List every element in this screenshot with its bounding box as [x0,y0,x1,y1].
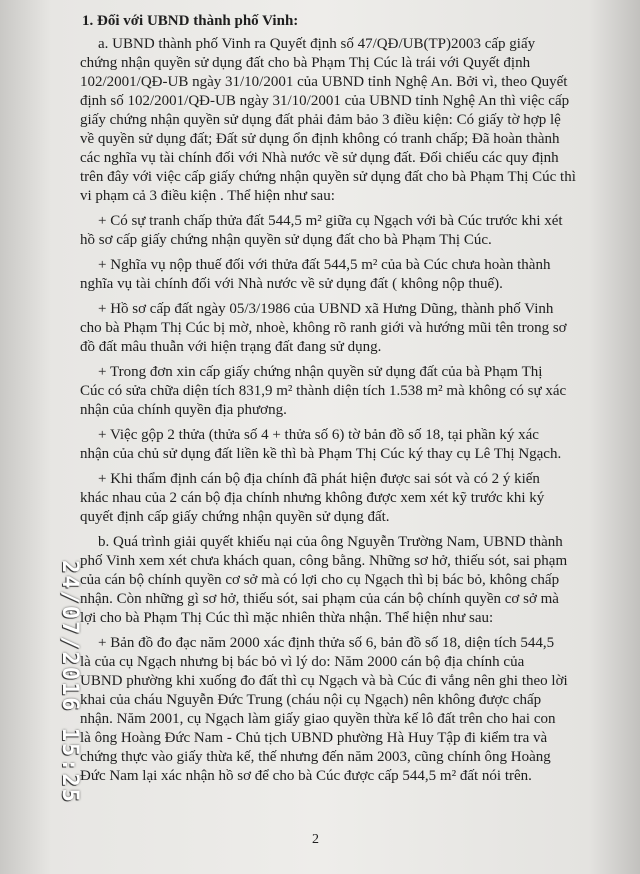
text-line: chứng nhận quyền sử dụng đất cho bà Phạm Thị Cúc là trái với Quyết định [80,55,531,71]
section-heading: 1. Đối với UBND thành phố Vinh: [82,13,299,29]
text-line: định số 102/2001/QĐ-UB ngày 31/10/2001 của UBND tỉnh Nghệ An thì việc cấp [80,93,570,109]
text-line: 102/2001/QĐ-UB ngày 31/10/2001 của UBND tỉnh Nghệ An. Bởi vì, theo Quyết [80,74,568,90]
text-line: + Hồ sơ cấp đất ngày 05/3/1986 của UBND xã Hưng Dũng, thành phố Vinh [98,301,554,317]
text-line: nhận của chính quyền địa phương. [80,402,287,418]
text-line: là ông Hoàng Đức Nam - Chủ tịch UBND phường Hà Huy Tập đi kiểm tra và [80,730,548,746]
text-line: a. UBND thành phố Vinh ra Quyết định số 47/QĐ/UB(TP)2003 cấp giấy [98,36,536,52]
text-line: vi phạm cả 3 điều kiện . Thể hiện như sau: [80,188,335,204]
text-line: của cán bộ chính quyền cơ sở mà có lợi cho cụ Ngạch thì bị bác bỏ, không chấp [80,572,560,588]
text-line: nhận. Năm 2001, cụ Ngạch làm giấy giao quyền thừa kế lô đất trên cho hai con [80,711,556,727]
text-line: khác nhau của 2 cán bộ địa chính nhưng không được xem xét kỹ trước khi ký [80,490,545,506]
text-line: cho bà Phạm Thị Cúc bị mờ, nhoè, không rõ ranh giới và hướng mũi tên trong sơ [80,320,567,336]
timestamp-stamp [52,560,82,860]
text-line: UBND phường khi xuống đo đất thì cụ Ngạch và bà Cúc đi vắng nên ghi theo lời [80,673,568,689]
text-line: chứng thực vào giấy thừa kế, thế nhưng đến năm 2003, cũng chính ông Hoàng [80,749,551,765]
text-line: nhận. Còn những gì sơ hở, thiếu sót, sai phạm của cán bộ chính quyền cơ sở mà [80,591,559,607]
text-line: Đức Nam lại xác nhận hồ sơ để cho bà Cúc được cấp 544,5 m² đất nói trên. [80,768,532,784]
text-line: + Có sự tranh chấp thửa đất 544,5 m² giữa cụ Ngạch với bà Cúc trước khi xét [98,213,563,229]
text-line: giấy chứng nhận quyền sử dụng đất phải đảm bảo 3 điều kiện: Có giấy tờ hợp lệ [80,112,561,128]
text-line: trên đây với việc cấp giấy chứng nhận quyền sử dụng đất cho bà Phạm Thị Cúc thì [80,169,576,185]
text-line: Cúc có sửa chữa diện tích 831,9 m² thành diện tích 1.538 m² mà không có sự xác [80,383,567,399]
text-line: + Việc gộp 2 thửa (thửa số 4 + thửa số 6) tờ bản đồ số 18, tại phần ký xác [98,427,539,443]
text-line: + Khi thẩm định cán bộ địa chính đã phát hiện được sai sót và có 2 ý kiến [98,471,540,487]
text-line: + Bản đồ đo đạc năm 2000 xác định thửa số 6, bản đồ số 18, diện tích 544,5 [98,635,555,651]
text-line: đồ đất mâu thuẫn với hiện trạng đất đang sử dụng. [80,339,382,355]
text-line: nghĩa vụ tài chính đối với Nhà nước về sử dụng đất ( không nộp thuế). [80,276,503,292]
page-number: 2 [312,832,319,847]
text-line: lợi cho bà Phạm Thị Cúc thì mặc nhiên thừa nhận. Thể hiện như sau: [80,610,494,626]
text-line: quyết định cấp giấy chứng nhận quyền sử dụng đất. [80,509,390,525]
text-line: hồ sơ cấp giấy chứng nhận quyền sử dụng đất cho bà Phạm Thị Cúc. [80,232,492,248]
text-line: + Nghĩa vụ nộp thuế đối với thửa đất 544,5 m² của bà Cúc chưa hoàn thành [98,257,551,273]
timestamp-stamp-text: 24/07/2016 15:25 [57,560,82,804]
text-line: nhận của chủ sử dụng đất liền kề thì bà Phạm Thị Cúc ký thay cụ Lê Thị Ngạch. [80,446,562,462]
text-line: các nghĩa vụ tài chính đối với Nhà nước về sử dụng đất. Đối chiếu các quy định [80,150,559,166]
text-line: + Trong đơn xin cấp giấy chứng nhận quyền sử dụng đất của bà Phạm Thị [98,364,543,380]
text-line: b. Quá trình giải quyết khiếu nại của ông Nguyễn Trường Nam, UBND thành [98,534,563,550]
text-line: khai của cháu Nguyễn Đức Trung (cháu nội cụ Ngạch) nên không được chấp [80,692,542,708]
text-line: về quyền sử dụng đất; Đất sử dụng ổn định không có tranh chấp; Đã hoàn thành [80,131,560,147]
text-line: phố Vinh xem xét chưa khách quan, công bằng. Những sơ hở, thiếu sót, sai phạm [80,553,568,569]
text-line: là của cụ Ngạch nhưng bị bác bỏ vì lý do: Năm 2000 cán bộ địa chính của [80,654,525,670]
